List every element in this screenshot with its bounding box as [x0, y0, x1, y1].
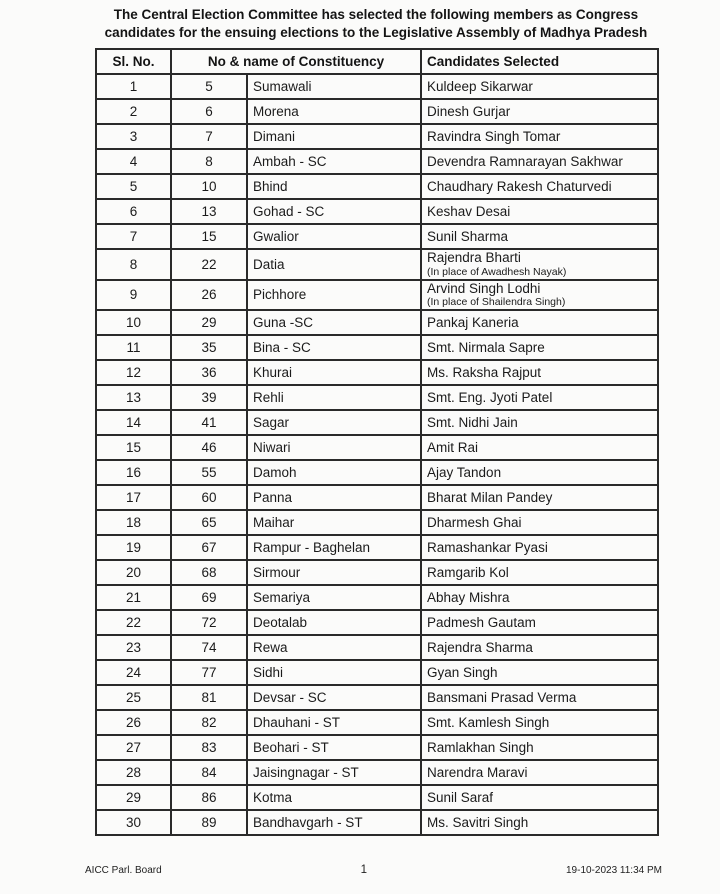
cell-constituency-name: Gwalior: [247, 224, 421, 249]
cell-constituency-name: Morena: [247, 99, 421, 124]
table-row: [96, 385, 658, 410]
candidate-name: Dharmesh Ghai: [427, 514, 522, 530]
cell-sl-no: 24: [96, 660, 171, 685]
cell-sl-no: 3: [96, 124, 171, 149]
candidate-name: Abhay Mishra: [427, 589, 510, 605]
table-row: [96, 735, 658, 760]
cell-sl-no: 19: [96, 535, 171, 560]
table-row: [96, 149, 658, 174]
cell-constituency-name: Ambah - SC: [247, 149, 421, 174]
candidate-note: (In place of Awadhesh Nayak): [427, 265, 567, 278]
cell-constituency-no: 84: [171, 760, 247, 785]
table-row: [96, 535, 658, 560]
candidate-note: (In place of Shailendra Singh): [427, 296, 566, 309]
cell-constituency-name: Rampur - Baghelan: [247, 535, 421, 560]
title-line-2: candidates for the ensuing elections to the Legislative Assembly of Madhya Pradesh: [104, 24, 648, 40]
cell-constituency-name: Dhauhani - ST: [247, 710, 421, 735]
cell-sl-no: 7: [96, 224, 171, 249]
cell-constituency-name: Bandhavgarh - ST: [247, 810, 421, 835]
table-row: [96, 810, 658, 835]
footer-page-number: 1: [360, 864, 368, 876]
table-row: [96, 199, 658, 224]
cell-candidate: [421, 335, 658, 360]
cell-candidate: [421, 360, 658, 385]
cell-candidate: [421, 635, 658, 660]
table-row: [96, 710, 658, 735]
cell-sl-no: 30: [96, 810, 171, 835]
cell-constituency-no: 89: [171, 810, 247, 835]
candidate-name: Gyan Singh: [427, 664, 498, 680]
table-row: [96, 785, 658, 810]
cell-constituency-no: 86: [171, 785, 247, 810]
cell-constituency-name: Sirmour: [247, 560, 421, 585]
footer-org: AICC Parl. Board: [85, 865, 162, 876]
cell-sl-no: 15: [96, 435, 171, 460]
candidate-name: Smt. Eng. Jyoti Patel: [427, 389, 553, 405]
cell-sl-no: 1: [96, 74, 171, 99]
table-row: [96, 74, 658, 99]
candidate-name: Narendra Maravi: [427, 764, 528, 780]
document-title: [79, 6, 673, 41]
cell-candidate: [421, 199, 658, 224]
cell-constituency-name: Sumawali: [247, 74, 421, 99]
cell-candidate: [421, 249, 658, 280]
cell-sl-no: 9: [96, 280, 171, 311]
table-row: [96, 435, 658, 460]
cell-candidate: [421, 174, 658, 199]
cell-constituency-name: Gohad - SC: [247, 199, 421, 224]
cell-constituency-name: Devsar - SC: [247, 685, 421, 710]
title-line-1: The Central Election Committee has selected the following members as Congress: [113, 7, 639, 22]
cell-constituency-no: 46: [171, 435, 247, 460]
cell-constituency-name: Pichhore: [247, 280, 421, 311]
candidate-name: Bharat Milan Pandey: [427, 489, 553, 505]
page-footer: [85, 864, 662, 876]
cell-constituency-no: 72: [171, 610, 247, 635]
candidate-name: Rajendra Bharti: [427, 250, 521, 265]
cell-constituency-no: 69: [171, 585, 247, 610]
cell-constituency-name: Guna -SC: [247, 310, 421, 335]
cell-constituency-no: 77: [171, 660, 247, 685]
cell-constituency-no: 13: [171, 199, 247, 224]
table-row: [96, 360, 658, 385]
cell-sl-no: 11: [96, 335, 171, 360]
cell-candidate: [421, 310, 658, 335]
candidate-name: Sunil Sharma: [427, 228, 509, 244]
table-row: [96, 685, 658, 710]
candidate-name: Amit Rai: [427, 439, 479, 455]
cell-constituency-name: Rewa: [247, 635, 421, 660]
cell-candidate: [421, 485, 658, 510]
cell-sl-no: 20: [96, 560, 171, 585]
cell-constituency-name: Jaisingnagar - ST: [247, 760, 421, 785]
cell-candidate: [421, 99, 658, 124]
footer-timestamp: 19-10-2023 11:34 PM: [565, 865, 662, 876]
cell-constituency-no: 83: [171, 735, 247, 760]
cell-constituency-name: Maihar: [247, 510, 421, 535]
header-constituency: No & name of Constituency: [171, 49, 421, 74]
cell-constituency-no: 22: [171, 249, 247, 280]
cell-sl-no: 29: [96, 785, 171, 810]
cell-constituency-no: 74: [171, 635, 247, 660]
candidate-name: Ramashankar Pyasi: [427, 539, 548, 555]
table-row: [96, 280, 658, 311]
cell-sl-no: 17: [96, 485, 171, 510]
candidates-table: [95, 48, 659, 836]
cell-constituency-name: Sidhi: [247, 660, 421, 685]
cell-candidate: [421, 660, 658, 685]
cell-sl-no: 4: [96, 149, 171, 174]
cell-constituency-no: 35: [171, 335, 247, 360]
cell-constituency-name: Panna: [247, 485, 421, 510]
cell-sl-no: 5: [96, 174, 171, 199]
cell-sl-no: 26: [96, 710, 171, 735]
header-sl-no: Sl. No.: [96, 49, 171, 74]
cell-sl-no: 27: [96, 735, 171, 760]
candidate-name: Ajay Tandon: [427, 464, 502, 480]
cell-sl-no: 12: [96, 360, 171, 385]
table-row: [96, 485, 658, 510]
table-row: [96, 224, 658, 249]
cell-candidate: [421, 385, 658, 410]
candidate-name: Ms. Raksha Rajput: [427, 364, 542, 380]
cell-sl-no: 16: [96, 460, 171, 485]
cell-constituency-no: 7: [171, 124, 247, 149]
cell-constituency-name: Khurai: [247, 360, 421, 385]
cell-sl-no: 6: [96, 199, 171, 224]
cell-candidate: [421, 510, 658, 535]
cell-candidate: [421, 74, 658, 99]
cell-candidate: [421, 535, 658, 560]
table-row: [96, 335, 658, 360]
cell-candidate: [421, 685, 658, 710]
cell-constituency-no: 41: [171, 410, 247, 435]
candidate-name: Dinesh Gurjar: [427, 103, 511, 119]
candidate-name: Smt. Nidhi Jain: [427, 414, 518, 430]
cell-sl-no: 8: [96, 249, 171, 280]
cell-candidate: [421, 124, 658, 149]
candidate-name: Rajendra Sharma: [427, 639, 533, 655]
header-candidates-selected: Candidates Selected: [421, 49, 658, 74]
cell-sl-no: 21: [96, 585, 171, 610]
cell-constituency-name: Kotma: [247, 785, 421, 810]
cell-constituency-name: Bhind: [247, 174, 421, 199]
cell-candidate: [421, 735, 658, 760]
candidate-name: Devendra Ramnarayan Sakhwar: [427, 153, 623, 169]
cell-candidate: [421, 410, 658, 435]
cell-candidate: [421, 610, 658, 635]
cell-candidate: [421, 460, 658, 485]
cell-candidate: [421, 710, 658, 735]
candidate-name: Ramgarib Kol: [427, 564, 509, 580]
table-row: [96, 410, 658, 435]
cell-sl-no: 18: [96, 510, 171, 535]
cell-sl-no: 23: [96, 635, 171, 660]
cell-constituency-no: 26: [171, 280, 247, 311]
cell-constituency-no: 81: [171, 685, 247, 710]
candidate-name: Bansmani Prasad Verma: [427, 689, 577, 705]
cell-constituency-no: 39: [171, 385, 247, 410]
table-row: [96, 174, 658, 199]
cell-sl-no: 14: [96, 410, 171, 435]
cell-constituency-no: 15: [171, 224, 247, 249]
cell-candidate: [421, 224, 658, 249]
candidate-name: Ms. Savitri Singh: [427, 814, 529, 830]
table-row: [96, 610, 658, 635]
cell-candidate: [421, 280, 658, 311]
cell-constituency-name: Datia: [247, 249, 421, 280]
table-row: [96, 310, 658, 335]
cell-candidate: [421, 785, 658, 810]
table-header-row: [96, 49, 658, 74]
cell-sl-no: 25: [96, 685, 171, 710]
cell-constituency-no: 82: [171, 710, 247, 735]
table-row: [96, 124, 658, 149]
cell-constituency-name: Beohari - ST: [247, 735, 421, 760]
cell-constituency-name: Niwari: [247, 435, 421, 460]
table-row: [96, 635, 658, 660]
cell-constituency-no: 29: [171, 310, 247, 335]
cell-constituency-name: Dimani: [247, 124, 421, 149]
cell-candidate: [421, 560, 658, 585]
cell-constituency-name: Damoh: [247, 460, 421, 485]
cell-constituency-no: 68: [171, 560, 247, 585]
candidate-name: Smt. Nirmala Sapre: [427, 339, 545, 355]
cell-sl-no: 28: [96, 760, 171, 785]
candidate-name: Keshav Desai: [427, 203, 511, 219]
cell-constituency-name: Bina - SC: [247, 335, 421, 360]
cell-candidate: [421, 810, 658, 835]
cell-constituency-no: 55: [171, 460, 247, 485]
table-row: [96, 460, 658, 485]
table-row: [96, 660, 658, 685]
candidate-name: Ramlakhan Singh: [427, 739, 534, 755]
table-row: [96, 249, 658, 280]
cell-constituency-name: Sagar: [247, 410, 421, 435]
cell-sl-no: 10: [96, 310, 171, 335]
cell-sl-no: 13: [96, 385, 171, 410]
candidate-name: Smt. Kamlesh Singh: [427, 714, 550, 730]
cell-constituency-no: 6: [171, 99, 247, 124]
cell-constituency-name: Rehli: [247, 385, 421, 410]
cell-constituency-name: Deotalab: [247, 610, 421, 635]
candidate-name: Padmesh Gautam: [427, 614, 536, 630]
table-row: [96, 560, 658, 585]
cell-sl-no: 22: [96, 610, 171, 635]
cell-candidate: [421, 435, 658, 460]
cell-constituency-no: 36: [171, 360, 247, 385]
cell-constituency-no: 67: [171, 535, 247, 560]
table-row: [96, 510, 658, 535]
cell-constituency-name: Semariya: [247, 585, 421, 610]
candidate-name: Pankaj Kaneria: [427, 314, 519, 330]
cell-constituency-no: 5: [171, 74, 247, 99]
cell-candidate: [421, 149, 658, 174]
cell-candidate: [421, 585, 658, 610]
candidate-name: Kuldeep Sikarwar: [427, 78, 533, 94]
candidate-name: Chaudhary Rakesh Chaturvedi: [427, 178, 612, 194]
cell-constituency-no: 65: [171, 510, 247, 535]
cell-constituency-no: 8: [171, 149, 247, 174]
candidate-name: Arvind Singh Lodhi: [427, 280, 541, 296]
cell-constituency-no: 10: [171, 174, 247, 199]
cell-sl-no: 2: [96, 99, 171, 124]
table-row: [96, 760, 658, 785]
cell-candidate: [421, 760, 658, 785]
table-row: [96, 99, 658, 124]
cell-constituency-no: 60: [171, 485, 247, 510]
candidate-name: Sunil Saraf: [427, 789, 494, 805]
table-row: [96, 585, 658, 610]
candidate-name: Ravindra Singh Tomar: [427, 128, 561, 144]
